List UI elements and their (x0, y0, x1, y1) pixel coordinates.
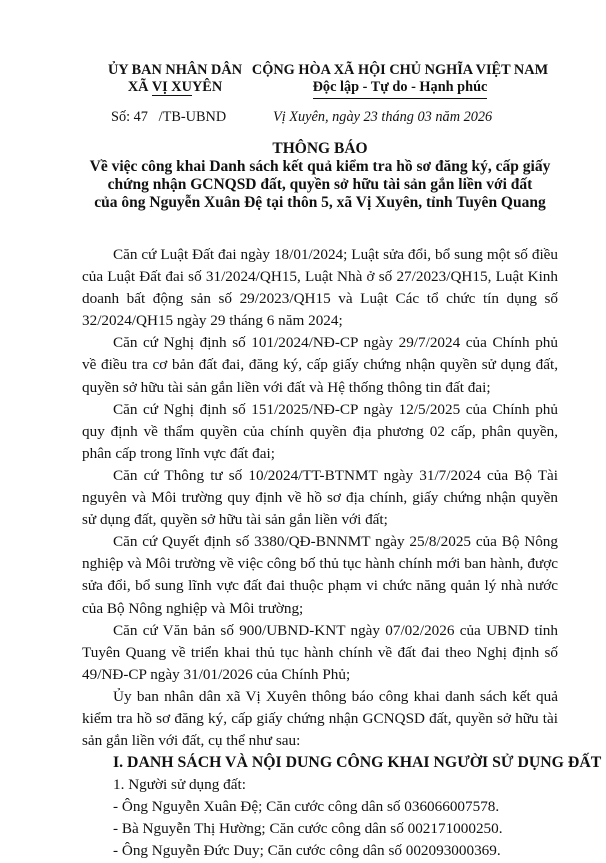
legal-basis-paragraph: Căn cứ Thông tư số 10/2024/TT-BTNMT ngày 31/7/2024 của Bộ Tài nguyên và Môi trường quy định về hồ sơ địa chính, giấy chứng nhận quyền sử dụng đất, quyền sở hữu tài sản gắn liền với đất; (82, 466, 558, 529)
document-body (82, 244, 602, 863)
issuing-authority (90, 62, 260, 96)
commune-underlined: VỊ XU (151, 79, 192, 95)
country-name: CỘNG HÒA XÃ HỘI CHỦ NGHĨA VIỆT NAM (251, 62, 549, 78)
legal-basis-paragraph: Căn cứ Văn bản số 900/UBND-KNT ngày 07/02/2026 của UBND tỉnh Tuyên Quang về triển khai thủ tục hành chính về đất đai theo Nghị định số 49/NĐ-CP ngày 31/01/2026 của Chính Phủ; (82, 621, 558, 683)
land-user-item: - Bà Nguyễn Thị Hường; Căn cước công dân số 002171000250. (113, 820, 503, 838)
title-subtitle-line: của ông Nguyễn Xuân Đệ tại thôn 5, xã Vị Xuyên, tỉnh Tuyên Quang (94, 194, 546, 211)
subsection-heading: 1. Người sử dụng đất: (113, 776, 246, 794)
commune-prefix: XÃ (127, 79, 152, 95)
land-user-item: - Ông Nguyễn Đức Duy; Căn cước công dân số 002093000369. (113, 842, 501, 860)
commune-name (90, 79, 260, 96)
authority-name: ỦY BAN NHÂN DÂN (107, 62, 243, 78)
title-heading: THÔNG BÁO (272, 140, 368, 157)
legal-basis-paragraph: Căn cứ Luật Đất đai ngày 18/01/2024; Luật sửa đổi, bổ sung một số điều của Luật Đất đai số 31/2024/QH15, Luật Nhà ở số 27/2023/QH15, Luật Kinh doanh bất động sản số 29/2023/QH15 và Luật Các tổ chức tín dụng số 32/2024/QH15 ngày 29 tháng 6 năm 2024; (82, 246, 558, 330)
legal-basis-paragraph: Căn cứ Nghị định số 101/2024/NĐ-CP ngày 29/7/2024 của Chính phủ về điều tra cơ bản đất đai, đăng ký, cấp giấy chứng nhận quyền sử dụng đất, quyền sở hữu tài sản gắn liền với đất và Hệ thống thông tin đất đai; (82, 334, 558, 396)
document-title (80, 140, 560, 212)
document-date: Vị Xuyên, ngày 23 tháng 03 năm 2026 (273, 109, 493, 125)
land-user-item: - Ông Nguyễn Xuân Đệ; Căn cước công dân số 036066007578. (113, 798, 500, 816)
national-motto: Độc lập - Tự do - Hạnh phúc (313, 79, 488, 99)
national-header (250, 62, 550, 99)
title-subtitle-line: Về việc công khai Danh sách kết quả kiểm tra hồ sơ đăng ký, cấp giấy (89, 158, 551, 175)
legal-basis-paragraph: Căn cứ Nghị định số 151/2025/NĐ-CP ngày 12/5/2025 của Chính phủ quy định về thẩm quyền của chính quyền địa phương 02 cấp, phân quyền, phân cấp trong lĩnh vực đất đai; (82, 400, 558, 462)
announcement-paragraph: Ủy ban nhân dân xã Vị Xuyên thông báo công khai danh sách kết quả kiểm tra hồ sơ đăng ký, cấp giấy chứng nhận GCNQSD đất, quyền sở hữu tài sản gắn liền với đất, cụ thể như sau: (82, 687, 558, 750)
title-subtitle-line: chứng nhận GCNQSD đất, quyền sở hữu tài sản gắn liền với đất (107, 176, 533, 193)
document-number: Số: 47 /TB-UBND (111, 109, 227, 125)
section-heading: I. DANH SÁCH VÀ NỘI DUNG CÔNG KHAI NGƯỜI SỬ DỤNG ĐẤT (113, 754, 602, 772)
commune-suffix: YÊN (191, 79, 223, 95)
legal-basis-paragraph: Căn cứ Quyết định số 3380/QĐ-BNNMT ngày 25/8/2025 của Bộ Nông nghiệp và Môi trường về việc công bố thủ tục hành chính mới ban hành, được sửa đổi, bổ sung lĩnh vực đất đai thuộc phạm vi chức năng quản lý nhà nước của Bộ Nông nghiệp và Môi trường; (82, 533, 558, 617)
